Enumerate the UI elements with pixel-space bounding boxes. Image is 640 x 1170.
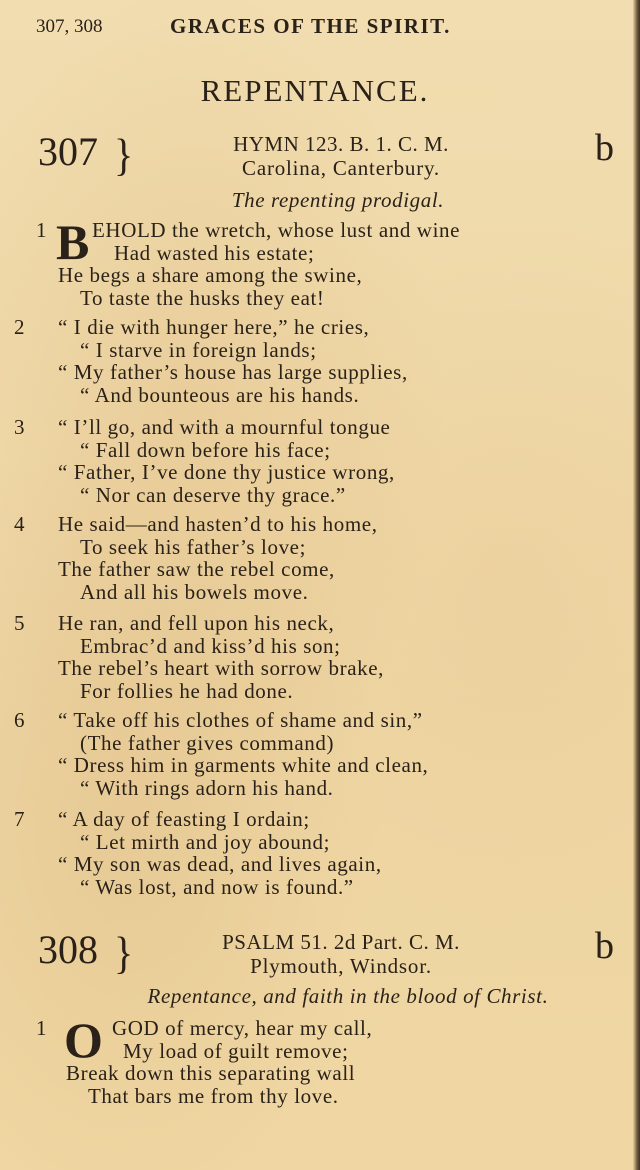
stanza-number: 1 — [36, 1016, 48, 1040]
brace-glyph: } — [114, 128, 134, 181]
stanza-line: (The father gives command) — [80, 730, 335, 755]
stanza-line: 3 “ I’ll go, and with a mournful tongue — [14, 415, 391, 439]
stanza-line: “ Was lost, and now is found.” — [80, 874, 354, 899]
hymn-tunes: Carolina, Canterbury. — [242, 156, 440, 180]
drop-cap: O — [64, 1012, 104, 1068]
stanza-line: And all his bowels move. — [80, 579, 309, 604]
stanza-line: 1 O GOD of mercy, hear my call, — [36, 1012, 373, 1068]
section-title: GRACES OF THE SPIRIT. — [170, 14, 451, 38]
stanza-line: To seek his father’s love; — [80, 534, 307, 559]
stanza-3 — [14, 415, 616, 507]
stanza-line: “ Fall down before his face; — [80, 437, 331, 462]
stanza-line: “ Nor can deserve thy grace.” — [80, 482, 346, 507]
stanza-6 — [14, 708, 616, 800]
key-signature-icon: b — [595, 127, 614, 169]
stanza-line: 7 “ A day of feasting I ordain; — [14, 807, 310, 831]
stanza-4 — [14, 512, 616, 604]
stanza-line: “ Father, I’ve done thy justice wrong, — [58, 460, 395, 484]
hymn-308-header — [38, 925, 614, 990]
hymn-number: 308 — [38, 927, 98, 972]
stanza-number: 6 — [14, 708, 26, 732]
stanza-7 — [14, 807, 616, 899]
stanza-line: 2 “ I die with hunger here,” he cries, — [14, 315, 370, 339]
key-signature-icon: b — [595, 925, 614, 967]
stanza-line: 5 He ran, and fell upon his neck, — [14, 611, 335, 635]
hymn-title-meter: HYMN 123. B. 1. C. M. — [233, 132, 449, 156]
stanza-line: Embrac’d and kiss’d his son; — [80, 633, 341, 658]
drop-cap: B — [56, 214, 90, 270]
stanza-line: For follies he had done. — [80, 678, 294, 703]
stanza-line: “ Let mirth and joy abound; — [80, 829, 331, 854]
hymn-307-header — [38, 127, 614, 192]
hymn-title — [38, 926, 618, 979]
stanza-line: “ My father’s house has large supplies, — [58, 360, 408, 384]
page-edge — [633, 0, 640, 1170]
hymn-subject: Repentance, and faith in the blood of Christ. — [147, 984, 549, 1008]
brace-glyph: } — [114, 926, 134, 979]
stanza-5 — [14, 611, 616, 703]
stanza-line: My load of guilt remove; — [123, 1038, 349, 1063]
hymn-number: 307 — [38, 129, 98, 174]
hymn-tunes: Plymouth, Windsor. — [250, 954, 432, 978]
stanza-line: That bars me from thy love. — [88, 1083, 339, 1108]
hymn-title — [38, 128, 618, 181]
page-numbers: 307, 308 — [36, 16, 103, 37]
stanza-2 — [14, 315, 616, 407]
psalm-stanza-1 — [36, 1012, 616, 1108]
stanza-line: “ Dress him in garments white and clean, — [58, 753, 429, 777]
stanza-number: 2 — [14, 315, 26, 339]
stanza-number: 3 — [14, 415, 26, 439]
stanza-line: Had wasted his estate; — [114, 240, 315, 265]
stanza-number: 4 — [14, 512, 26, 536]
stanza-line: The father saw the rebel come, — [58, 557, 335, 581]
stanza-line: 6 “ Take off his clothes of shame and sin,” — [14, 708, 423, 732]
stanza-line: The rebel’s heart with sorrow brake, — [58, 656, 384, 680]
stanza-line: Break down this separating wall — [66, 1061, 356, 1085]
topic-heading: REPENTANCE. — [200, 73, 430, 108]
hymn-subject: The repenting prodigal. — [231, 188, 445, 212]
stanza-line: “ With rings adorn his hand. — [80, 775, 334, 800]
stanza-line: 4 He said—and hasten’d to his home, — [14, 512, 378, 536]
stanza-1 — [36, 214, 616, 310]
stanza-line: To taste the husks they eat! — [80, 285, 325, 310]
stanza-number: 1 — [36, 218, 48, 242]
stanza-number: 5 — [14, 611, 26, 635]
stanza-number: 7 — [14, 807, 26, 831]
stanza-line: “ And bounteous are his hands. — [80, 382, 360, 407]
stanza-line: 1 B EHOLD the wretch, whose lust and wine — [36, 214, 461, 270]
running-head — [36, 14, 576, 42]
stanza-line: “ I starve in foreign lands; — [80, 337, 317, 362]
psalm-title-meter: PSALM 51. 2d Part. C. M. — [222, 930, 460, 954]
stanza-line: He begs a share among the swine, — [58, 263, 363, 287]
stanza-line: “ My son was dead, and lives again, — [58, 852, 382, 876]
